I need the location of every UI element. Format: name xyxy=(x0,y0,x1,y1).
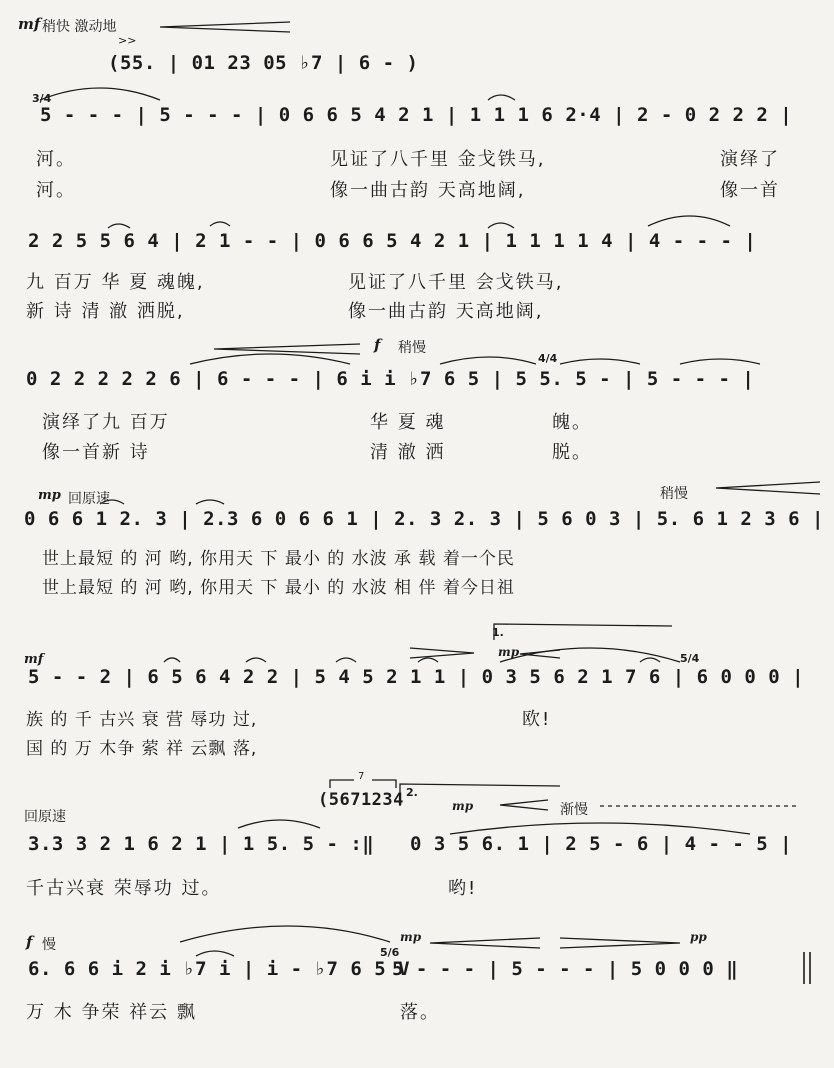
system-notes: 0 3 5 6. 1 | 2 5 - 6 | 4 - - 5 | xyxy=(410,833,793,855)
lyric-verse-2: 像一首新 诗 xyxy=(42,442,150,463)
lyric-verse-2: 脱。 xyxy=(552,442,592,463)
slur xyxy=(210,222,230,226)
lyric-verse-1: 万 木 争荣 祥云 飘 xyxy=(26,1002,197,1023)
crescendo-hairpin xyxy=(500,800,548,810)
slur xyxy=(680,359,760,364)
lyric-verse-1: 演绎了九 百万 xyxy=(42,412,170,433)
lyric-verse-2: 清 澈 洒 xyxy=(370,442,446,463)
time-signature: 4/4 xyxy=(538,352,558,365)
slur xyxy=(40,88,160,100)
dynamic-mark: mp xyxy=(400,930,422,944)
crescendo-hairpin xyxy=(430,938,540,948)
crescendo-hairpin xyxy=(716,482,820,494)
crescendo-hairpin xyxy=(410,648,474,658)
tempo-marking: 慢 xyxy=(42,937,56,953)
slur xyxy=(164,658,180,662)
volta-ending: 1. xyxy=(492,626,504,639)
slur xyxy=(238,820,320,828)
dynamic-mark: mp xyxy=(38,488,61,503)
crescendo-hairpin xyxy=(520,650,560,658)
slur xyxy=(450,823,750,834)
lyric-verse-1: 世上最短 的 河 哟, 你用天 下 最小 的 水波 承 载 着一个民 xyxy=(42,549,515,569)
time-signature: 3/4 xyxy=(32,92,52,105)
slur xyxy=(560,359,640,364)
slur xyxy=(108,224,130,228)
tempo-marking: 回原速 xyxy=(68,491,110,507)
slur xyxy=(488,95,515,100)
volta-bracket xyxy=(400,784,560,806)
lyric-verse-2: 新 诗 清 澈 洒脱, xyxy=(26,301,185,322)
crescendo-hairpin xyxy=(160,22,290,32)
dynamic-mark: f xyxy=(374,336,381,354)
dynamic-mark: f xyxy=(26,933,33,951)
tuplet-bracket xyxy=(330,780,396,788)
slur xyxy=(180,926,390,942)
decrescendo-hairpin xyxy=(560,938,680,948)
slur xyxy=(418,658,438,662)
system-notes: 5 - - 2 | 6 5 6 4 2 2 | 5 4 5 2 1 1 | 0 3 5 6 2 1 7 6 | 6 0 0 0 | xyxy=(28,666,805,688)
dynamic-mark: mf xyxy=(18,15,41,33)
time-signature: 5/6 xyxy=(380,946,400,959)
slur xyxy=(440,357,536,364)
system-notes: 2 2 5 5 6 4 | 2 1 - - | 0 6 6 5 4 2 1 | 1 1 1 1 4 | 4 - - - | xyxy=(28,230,757,252)
lyric-verse-1: 河。 xyxy=(36,149,76,170)
dynamic-mark: mp xyxy=(452,799,474,813)
lyric-verse-1: 落。 xyxy=(400,1002,440,1023)
slur xyxy=(196,951,234,956)
tempo-marking: 稍慢 xyxy=(398,340,426,356)
dynamic-mark: pp xyxy=(690,930,707,944)
tempo-marking: 渐慢 xyxy=(560,802,588,818)
lyric-verse-1: 华 夏 魂 xyxy=(370,412,446,433)
lyric-verse-1: 九 百万 华 夏 魂魄, xyxy=(26,272,205,293)
slur xyxy=(196,500,224,504)
lyric-verse-1: 见证了八千里 金戈铁马, xyxy=(330,149,546,170)
intro-notes: (55. | 01 23 05 ♭7 | 6 - ) xyxy=(108,52,419,74)
lyric-verse-2: 国 的 万 木争 萦 祥 云飘 落, xyxy=(26,739,258,759)
tempo-marking: 稍快 激动地 xyxy=(42,19,117,35)
slur xyxy=(648,216,730,226)
slur xyxy=(100,500,124,504)
slur xyxy=(336,658,356,662)
system-notes: 6. 6 6 i 2 i ♭7 i | i - ♭7 6 5 V xyxy=(28,958,411,980)
system-notes: 0 6 6 1 2. 3 | 2.3 6 0 6 6 1 | 2. 3 2. 3 | 5 6 0 3 | 5. 6 1 2 3 6 | xyxy=(24,508,824,530)
system-notes: 3.3 3 2 1 6 2 1 | 1 5. 5 - :‖ xyxy=(28,833,375,855)
lyric-verse-2: 像一曲古韵 天高地阔, xyxy=(348,301,544,322)
lyric-verse-1: 千古兴衰 荣辱功 过。 xyxy=(26,878,222,899)
slur xyxy=(246,658,266,662)
lyric-verse-1: 魄。 xyxy=(552,412,592,433)
lyric-verse-2: 像一曲古韵 天高地阔, xyxy=(330,180,526,201)
lyric-verse-2: 像一首 xyxy=(720,180,780,201)
system-notes: 0 2 2 2 2 2 6 | 6 - - - | 6 i i ♭7 6 5 | 5 5. 5 - | 5 - - - | xyxy=(26,368,755,390)
accent-marks: >> xyxy=(118,34,137,47)
crescendo-hairpin xyxy=(214,344,360,354)
slur xyxy=(640,658,660,662)
lyric-verse-2: 世上最短 的 河 哟, 你用天 下 最小 的 水波 相 伴 着今日祖 xyxy=(42,578,515,598)
lyric-verse-1: 族 的 千 古兴 衰 营 辱功 过, xyxy=(26,710,258,730)
volta-bracket xyxy=(494,624,672,640)
tempo-marking: 稍慢 xyxy=(660,486,688,502)
time-signature: 5/4 xyxy=(680,652,700,665)
lyric-verse-1: 欧! xyxy=(522,709,552,730)
dynamic-mark: mp xyxy=(498,645,520,659)
lyric-verse-1: 演绎了 xyxy=(720,149,780,170)
system-notes: 5 - - - | 5 - - - | 5 0 0 0 ‖ xyxy=(392,958,739,980)
volta-ending: 2. xyxy=(406,786,418,799)
lyric-verse-1: 见证了八千里 会戈铁马, xyxy=(348,272,564,293)
dynamic-mark: mf xyxy=(24,652,44,667)
lyric-verse-1: 哟! xyxy=(448,878,478,899)
slur xyxy=(500,648,680,662)
cadenza-notes: (5671234 xyxy=(318,790,404,810)
tempo-marking: 回原速 xyxy=(24,809,66,825)
slur xyxy=(190,354,350,364)
slur xyxy=(488,223,514,228)
system-notes: 5 - - - | 5 - - - | 0 6 6 5 4 2 1 | 1 1 1 6 2·4 | 2 - 0 2 2 2 | xyxy=(40,104,793,126)
tuplet-count: 7 xyxy=(358,771,365,782)
lyric-verse-2: 河。 xyxy=(36,180,76,201)
